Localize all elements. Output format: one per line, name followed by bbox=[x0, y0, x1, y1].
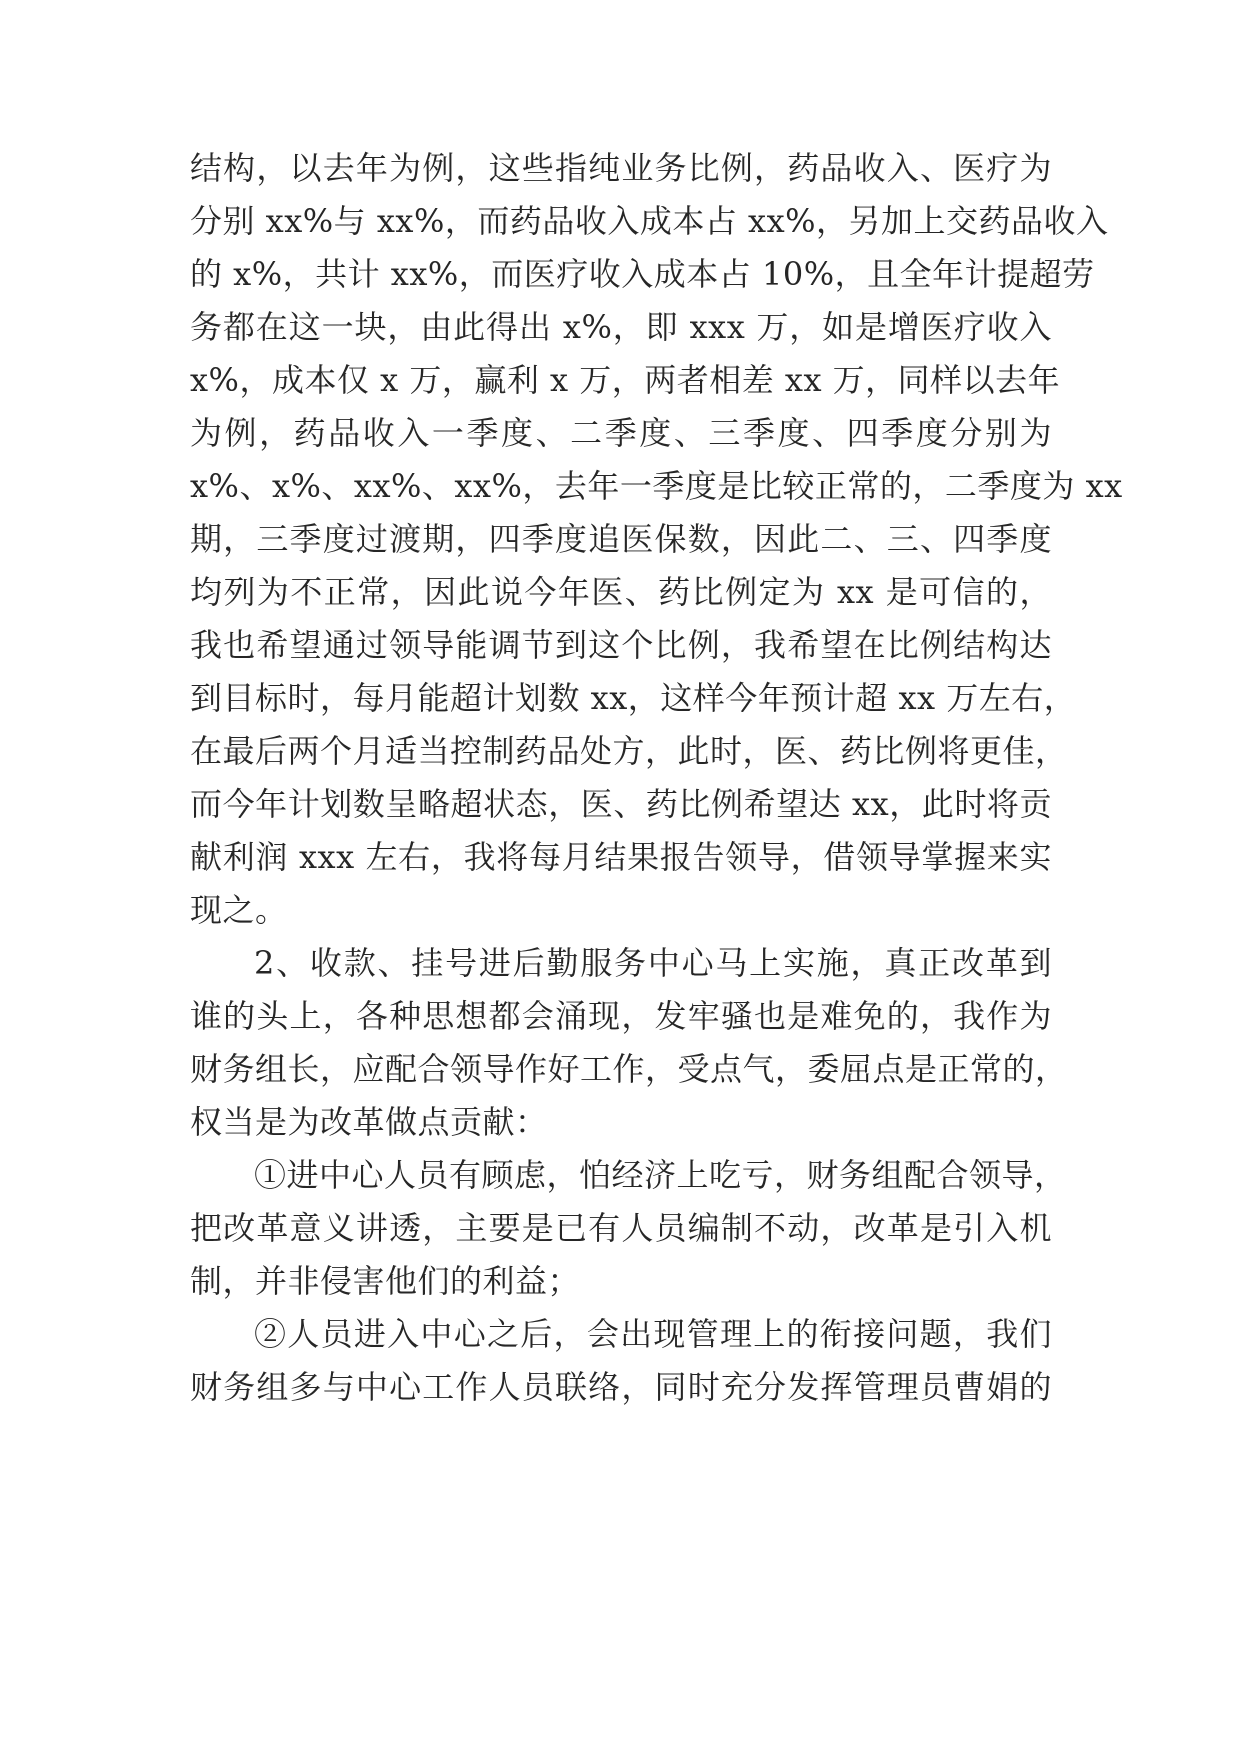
text-line: 均列为不正常，因此说今年医、药比例定为 xx 是可信的， bbox=[190, 573, 1052, 611]
text-line: 分别 xx%与 xx%，而药品收入成本占 xx%，另加上交药品收入 bbox=[190, 202, 1109, 240]
text-line: 而今年计划数呈略超状态，医、药比例希望达 xx，此时将贡 bbox=[190, 785, 1052, 823]
text-line: x%，成本仅 x 万，赢利 x 万，两者相差 xx 万，同样以去年 bbox=[190, 361, 1061, 399]
text-line: 制，并非侵害他们的利益； bbox=[190, 1262, 581, 1300]
text-line: 期，三季度过渡期，四季度追医保数，因此二、三、四季度 bbox=[190, 520, 1052, 558]
text-line: 财务组多与中心工作人员联络，同时充分发挥管理员曹娟的 bbox=[190, 1368, 1052, 1406]
text-line: 到目标时，每月能超计划数 xx，这样今年预计超 xx 万左右， bbox=[190, 679, 1077, 717]
text-line: 在最后两个月适当控制药品处方，此时，医、药比例将更佳， bbox=[190, 732, 1068, 770]
text-line: 结构，以去年为例，这些指纯业务比例，药品收入、医疗为 bbox=[190, 149, 1052, 187]
text-line: 财务组长，应配合领导作好工作，受点气，委屈点是正常的， bbox=[190, 1050, 1068, 1088]
text-line: 务都在这一块，由此得出 x%，即 xxx 万，如是增医疗收入 bbox=[190, 308, 1052, 346]
text-line: 权当是为改革做点贡献： bbox=[190, 1103, 548, 1141]
text-line: 我也希望通过领导能调节到这个比例，我希望在比例结构达 bbox=[190, 626, 1052, 664]
text-line: 为例，药品收入一季度、二季度、三季度、四季度分别为 bbox=[190, 414, 1052, 452]
text-line: 献利润 xxx 左右，我将每月结果报告领导，借领导掌握来实 bbox=[190, 838, 1052, 876]
text-line: 谁的头上，各种思想都会涌现，发牢骚也是难免的，我作为 bbox=[190, 997, 1052, 1035]
paragraph-first-line: ②人员进入中心之后，会出现管理上的衔接问题，我们 bbox=[254, 1315, 1052, 1353]
paragraph-first-line: ①进中心人员有顾虑，怕经济上吃亏，财务组配合领导， bbox=[254, 1156, 1067, 1194]
text-line: 的 x%，共计 xx%，而医疗收入成本占 10%，且全年计提超劳 bbox=[190, 255, 1095, 293]
text-line: 把改革意义讲透，主要是已有人员编制不动，改革是引入机 bbox=[190, 1209, 1052, 1247]
text-line: x%、x%、xx%、xx%，去年一季度是比较正常的，二季度为 xx bbox=[190, 467, 1123, 505]
text-line: 现之。 bbox=[190, 891, 288, 929]
paragraph-first-line: 2、收款、挂号进后勤服务中心马上实施，真正改革到 bbox=[254, 944, 1052, 982]
